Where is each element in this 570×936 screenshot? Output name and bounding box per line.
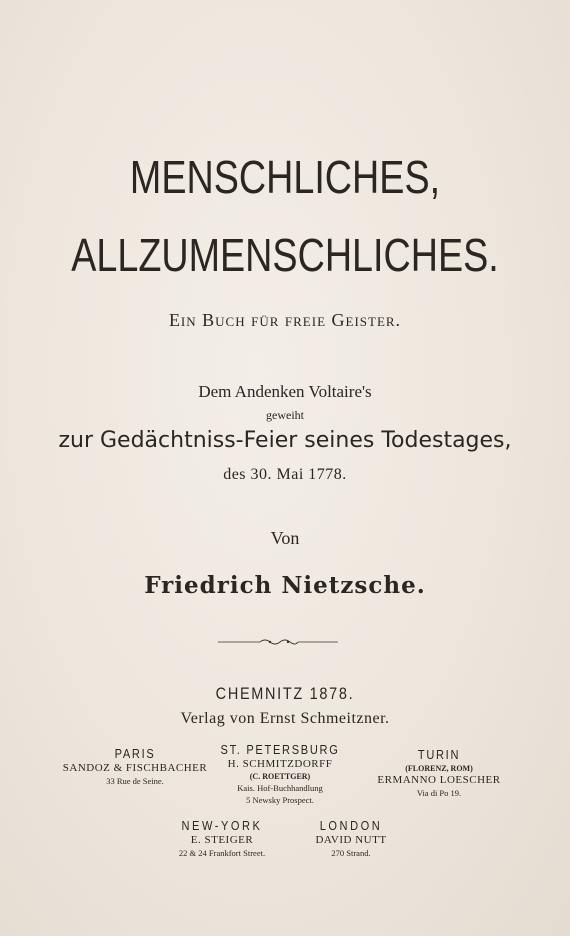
title-line-2: ALLZUMENSCHLICHES. <box>71 229 499 281</box>
agent-st-petersburg <box>195 742 365 805</box>
agent-city: ST. PETERSBURG <box>220 742 340 757</box>
agent-name: H. SCHMITZDORFF <box>227 758 333 770</box>
agent-address: 22 & 24 Frankfort Street. <box>178 848 266 858</box>
agent-address: 270 Strand. <box>331 848 371 858</box>
imprint-publisher: Verlag von Ernst Schmeitzner. <box>180 710 390 727</box>
author-name: Friedrich Nietzsche. <box>144 572 426 599</box>
agent-extra: (C. ROETTGER) <box>249 772 311 781</box>
agent-name: SANDOZ & FISCHBACHER <box>62 762 208 774</box>
agent-london <box>266 818 436 858</box>
agent-city: TURIN <box>417 747 461 762</box>
dedication-line-1: Dem Andenken Voltaire's <box>198 382 372 401</box>
title-line-1: MENSCHLICHES, <box>129 151 441 203</box>
imprint-city-year: CHEMNITZ 1878. <box>215 684 355 703</box>
agent-address: 5 Newsky Prospect. <box>246 795 314 805</box>
agent-name: ERMANNO LOESCHER <box>377 774 501 786</box>
agent-turin <box>354 747 524 798</box>
dedication-line-3: zur Gedächtniss-Feier seines Todestages, <box>58 428 512 453</box>
agent-address: Via di Po 19. <box>416 788 462 798</box>
subtitle: Ein Buch für freie Geister. <box>168 310 402 330</box>
agent-line: Kais. Hof-Buchhandlung <box>237 783 323 793</box>
dedication-line-2: geweiht <box>266 408 304 422</box>
agent-name: E. STEIGER <box>190 834 254 846</box>
agent-extra: (FLORENZ, ROM) <box>405 764 473 773</box>
agent-city: NEW-YORK <box>181 818 263 833</box>
agent-name: DAVID NUTT <box>315 834 387 846</box>
agent-city: PARIS <box>114 746 156 761</box>
byline-von: Von <box>270 528 300 548</box>
ornament-divider-icon <box>218 635 338 649</box>
agent-city: LONDON <box>319 818 383 833</box>
dedication-line-4: des 30. Mai 1778. <box>223 466 347 483</box>
agent-address: 33 Rue de Seine. <box>106 776 164 786</box>
